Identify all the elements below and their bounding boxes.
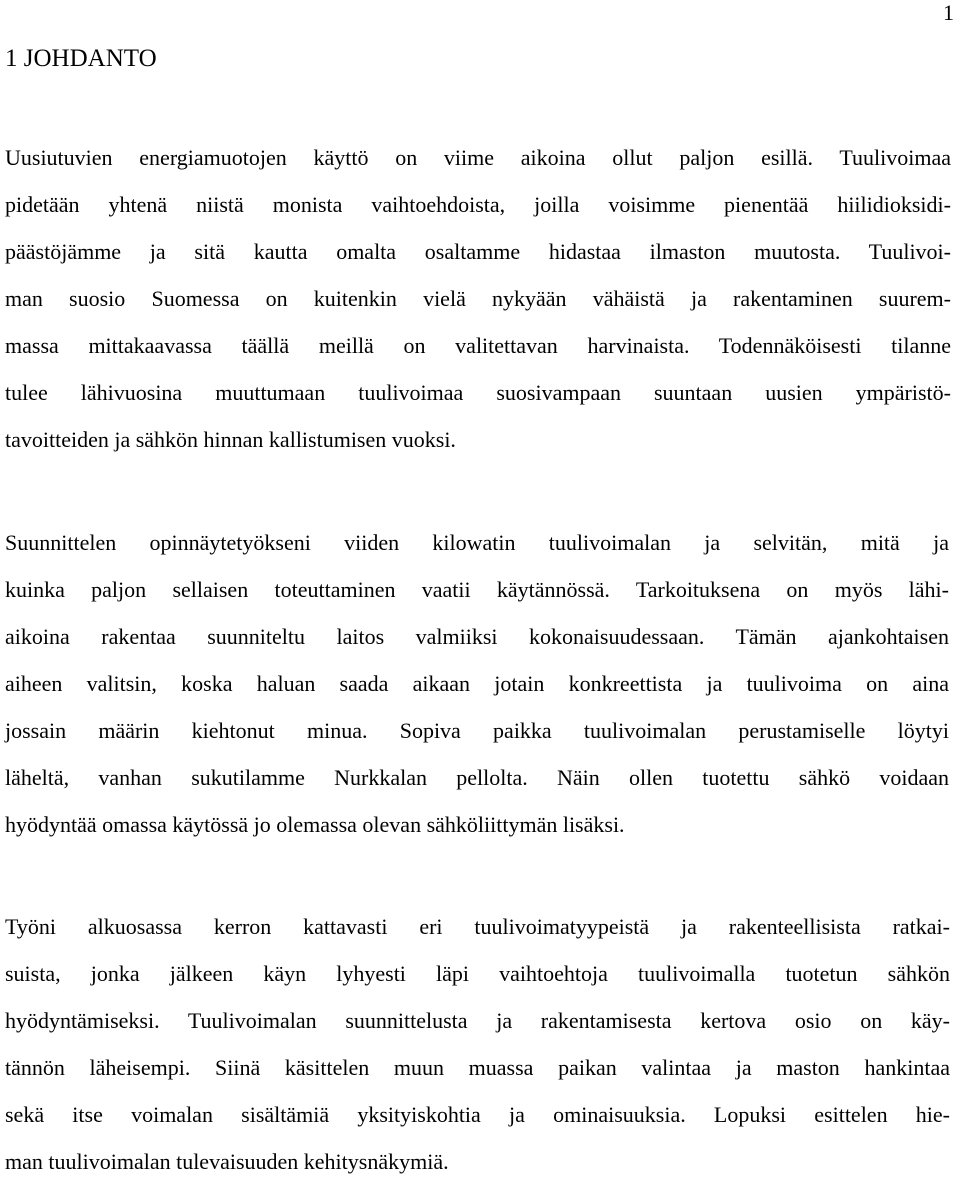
paragraph-line: Uusiutuvien energiamuotojen käyttö on viime aikoina ollut paljon esillä. Tuulivoimaa	[5, 145, 951, 170]
paragraph-line: kuinka paljon sellaisen toteuttaminen vaatii käytännössä. Tarkoituksena on myös lähi-	[5, 577, 949, 602]
paragraph-line: man suosio Suomessa on kuitenkin vielä nykyään vähäistä ja rakentaminen suurem-	[5, 286, 951, 311]
chapter-heading: 1 JOHDANTO	[5, 45, 157, 72]
paragraph-line: hyödyntää omassa käytössä jo olemassa olevan sähköliittymän lisäksi.	[5, 812, 625, 837]
paragraph-line: pidetään yhtenä niistä monista vaihtoehdoista, joilla voisimme pienentää hiilidioksidi-	[5, 192, 951, 217]
page-number: 1	[943, 0, 954, 25]
paragraph-line: hyödyntämiseksi. Tuulivoimalan suunnittelusta ja rakentamisesta kertova osio on käy-	[5, 1008, 950, 1033]
paragraph-line: päästöjämme ja sitä kautta omalta osaltamme hidastaa ilmaston muutosta. Tuulivoi-	[5, 239, 951, 264]
paragraph-line: massa mittakaavassa täällä meillä on valitettavan harvinaista. Todennäköisesti tilanne	[5, 333, 951, 358]
paragraph-line: aikoina rakentaa suunniteltu laitos valmiiksi kokonaisuudessaan. Tämän ajankohtaisen	[5, 624, 949, 649]
paragraph-line: jossain määrin kiehtonut minua. Sopiva paikka tuulivoimalan perustamiselle löytyi	[5, 718, 949, 743]
paragraph-3	[5, 903, 950, 1185]
paragraph-1	[5, 134, 951, 463]
paragraph-line: Suunnittelen opinnäytetyökseni viiden kilowatin tuulivoimalan ja selvitän, mitä ja	[5, 530, 949, 555]
paragraph-line: sekä itse voimalan sisältämiä yksityiskohtia ja ominaisuuksia. Lopuksi esittelen hie-	[5, 1102, 950, 1127]
paragraph-line: suista, jonka jälkeen käyn lyhyesti läpi vaihtoehtoja tuulivoimalla tuotetun sähkön	[5, 961, 950, 986]
paragraph-line: tännön läheisempi. Siinä käsittelen muun muassa paikan valintaa ja maston hankintaa	[5, 1055, 950, 1080]
paragraph-line: tavoitteiden ja sähkön hinnan kallistumisen vuoksi.	[5, 427, 456, 452]
paragraph-line: tulee lähivuosina muuttumaan tuulivoimaa suosivampaan suuntaan uusien ympäristö-	[5, 380, 951, 405]
paragraph-line: Työni alkuosassa kerron kattavasti eri tuulivoimatyypeistä ja rakenteellisista ratkai-	[5, 914, 950, 939]
paragraph-line: läheltä, vanhan sukutilamme Nurkkalan pellolta. Näin ollen tuotettu sähkö voidaan	[5, 765, 949, 790]
paragraph-2	[5, 519, 949, 848]
paragraph-line: man tuulivoimalan tulevaisuuden kehitysnäkymiä.	[5, 1149, 449, 1174]
paragraph-line: aiheen valitsin, koska haluan saada aikaan jotain konkreettista ja tuulivoima on aina	[5, 671, 949, 696]
